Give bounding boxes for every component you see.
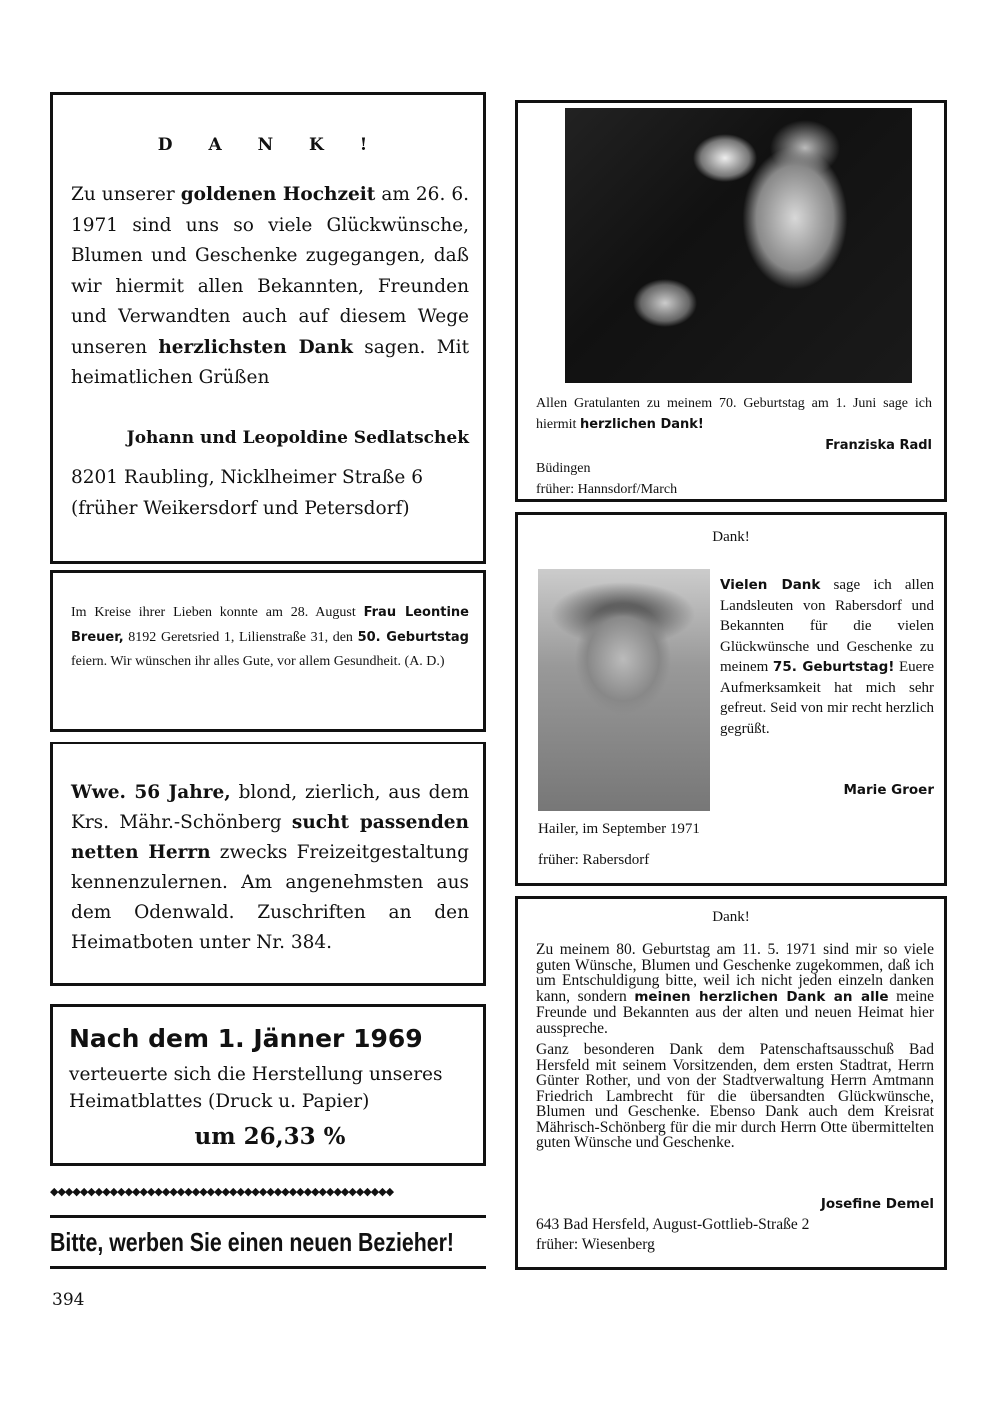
thanks-notice-radl	[515, 100, 947, 502]
page-number: 394	[52, 1290, 85, 1310]
thanks-notice-demel	[515, 896, 947, 1270]
notice-title: Dank!	[712, 909, 750, 925]
notice-body	[536, 393, 932, 435]
notice-subtext: verteuerte sich die Herstellung unseres Heimatblattes (Druck u. Papier)	[69, 1064, 443, 1112]
notice-headline: Nach dem 1. Jänner 1969	[69, 1024, 423, 1053]
body-emphasis: 75. Geburtstag!	[772, 659, 895, 675]
body-text: am 26. 6. 1971 sind uns so viele Glückwünsche, Blumen und Geschenke zugegangen, daß wir hiermit allen Bekannten, Freunden und Verwandten auch auf diesem Wege unseren	[71, 184, 469, 358]
body-text: 8192 Geretsried 1, Lilienstraße 31, den	[123, 629, 358, 645]
address-line: 8201 Raubling, Nicklheimer Straße 6	[71, 466, 423, 488]
notice-body	[71, 180, 469, 394]
body-emphasis: meinen herzlichen Dank an alle	[634, 988, 889, 1005]
former-place: früher: Wiesenberg	[536, 1236, 655, 1253]
address	[536, 1215, 809, 1255]
body-emphasis: Frau Leontine Breuer,	[71, 605, 469, 645]
place: Hailer, im September 1971	[538, 821, 700, 837]
address-former: (früher Weikersdorf und Petersdorf)	[71, 497, 410, 519]
signature-names: Johann und Leopoldine Sedlatschek	[126, 427, 469, 448]
rule-divider	[50, 1215, 486, 1218]
body-emphasis: herzlichen Dank!	[579, 417, 704, 432]
body-text: Allen Gratulanten zu meinem 70. Geburtstag am 1. Juni sage ich hiermit	[536, 396, 932, 432]
subscriber-appeal: Bitte, werben Sie einen neuen Bezieher!	[50, 1227, 455, 1257]
percentage-value: um 26,33 %	[194, 1123, 346, 1150]
rule-divider	[50, 1266, 486, 1269]
personal-ad	[50, 742, 486, 986]
diamond-border-divider: ◆◆◆◆◆◆◆◆◆◆◆◆◆◆◆◆◆◆◆◆◆◆◆◆◆◆◆◆◆◆◆◆◆◆◆◆◆◆◆◆◆◆◆◆◆◆	[50, 1185, 394, 1198]
signature: Marie Groer	[843, 782, 934, 798]
notice-body	[720, 575, 934, 739]
body-text: zwecks Freizeitgestaltung kennenzulernen. Am angenehmsten aus dem Odenwald. Zuschriften an den Heimatboten unter Nr. 384.	[71, 842, 469, 953]
body-emphasis: goldenen Hochzeit	[180, 184, 376, 205]
body-text: Euere Aufmerksamkeit hat mich sehr gefreut. Seid von mir recht herzlich gegrüßt.	[720, 659, 934, 737]
body-text: Zu unserer	[71, 184, 181, 205]
place-info	[536, 458, 677, 500]
body-text: feiern. Wir wünschen ihr alles Gute, vor allem Gesundheit. (A. D.)	[71, 654, 445, 669]
body-emphasis: herzlichsten Dank	[158, 336, 353, 358]
address-line: 643 Bad Hersfeld, August-Gottlieb-Straße 2	[536, 1216, 810, 1233]
body-emphasis: Vielen Dank	[720, 577, 821, 593]
body-emphasis: sucht passenden netten Herrn	[71, 812, 469, 863]
wedding-thanks-notice	[50, 92, 486, 564]
notice-title: Dank!	[712, 529, 750, 545]
signature: Franziska Radl	[825, 438, 932, 453]
notice-body	[536, 942, 934, 1157]
body-text: blond, zierlich, aus dem Krs. Mähr.-Schönberg	[71, 782, 469, 833]
birthday-notice-breuer	[50, 570, 486, 732]
signature: Josefine Demel	[820, 1196, 934, 1212]
former-place: früher: Hannsdorf/March	[536, 482, 678, 497]
body-text: Zu meinem 80. Geburtstag am 11. 5. 1971 sind mir so viele guten Wünsche, Blumen und Geschenke zugekommen, daß ich um Entschuldigung bitte, weil ich nicht jeden einzeln danken kann, sondern	[536, 941, 934, 1005]
paragraph	[536, 942, 934, 1036]
body-text: meine Freunde und Bekannten aus der alten und neuen Heimat hier ausspreche.	[536, 987, 935, 1037]
body-text: Im Kreise ihrer Lieben konnte am 28. August	[71, 605, 364, 620]
portrait-photo	[565, 108, 912, 383]
thanks-notice-groer	[515, 512, 947, 886]
body-text: sagen. Mit heimatlichen Grüßen	[71, 336, 470, 388]
price-increase-notice	[50, 1004, 486, 1166]
portrait-photo	[538, 569, 710, 811]
body-text: sage ich allen Landsleuten von Rabersdorf und Bekannten für die vielen Glückwünsche und Geschenke zu meinem	[720, 577, 934, 675]
ad-body	[71, 778, 469, 958]
former-place: früher: Rabersdorf	[538, 852, 650, 868]
notice-title: D A N K !	[157, 135, 383, 155]
body-emphasis: Wwe. 56 Jahre,	[71, 782, 231, 803]
notice-body	[71, 601, 469, 675]
paragraph: Ganz besonderen Dank dem Patenschaftsausschuß Bad Hersfeld mit seinem Vorsitzenden, dem ersten Stadtrat, Herrn Günter Rother, und von der Stadtverwaltung Herrn Amtmann Friedrich Lambrecht für die übersandten Glückwünsche, Blumen und Geschenke. Ebenso Dank auch dem Kreisrat Mährisch-Schönberg für die mir durch Herrn Otte übermittelten guten Wünsche und Geschenke.	[536, 1041, 934, 1151]
place: Büdingen	[536, 461, 591, 476]
address	[71, 462, 469, 524]
body-emphasis: 50. Geburtstag	[357, 629, 469, 645]
